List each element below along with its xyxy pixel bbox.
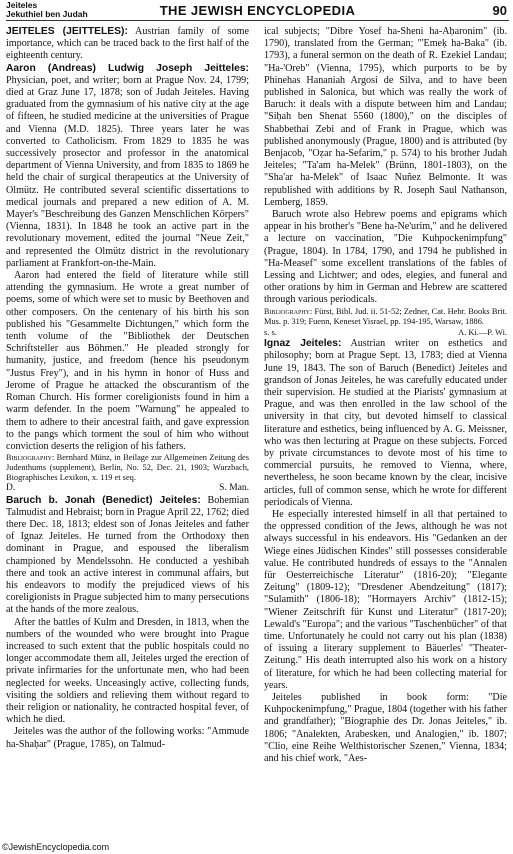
bibliography-text: Bernhard Münz, in Beilage zur Allgemeinen Zeitung des Judenthums (supplement), Berlin, No. 52, Dec. 21, 1903; Wurzbach, Biographisches Lexikon, x. 119 et seq.	[6, 453, 249, 483]
left-column	[6, 26, 249, 838]
page-header	[6, 2, 509, 21]
signature-row	[6, 483, 249, 495]
signature-code: D.	[6, 483, 16, 494]
entry-heading: Aaron (Andreas) Ludwig Joseph Jeitteles:	[6, 62, 249, 74]
entry-ignaz-jeiteles	[264, 338, 507, 509]
entry-heading: JEITELES (JEITTELES):	[6, 26, 128, 37]
entry-text: Austrian family of some importance, which can be traced back to the first half of the eighteenth century.	[6, 26, 249, 62]
paragraph: After the battles of Kulm and Dresden, in 1813, when the numbers of the wounded who were brought into Prague increased to such extent that the public hospitals could no longer accommodate them all, Jeiteles urged the erection of private infirmaries for the unfortunate men, who had been neglected for weeks. Unceasingly active, collecting funds, visiting the soldiers and relieving them without regard to their religion or nationality, he contracted hospital fever, of which he died.	[6, 616, 249, 726]
signature-author: S. Man.	[219, 483, 249, 494]
bibliography-label: Bibliography:	[264, 306, 313, 316]
signature-author: A. Ki.—P. Wi.	[458, 327, 507, 337]
signature-code: s. s.	[264, 327, 277, 337]
bibliography	[264, 307, 507, 327]
bibliography	[6, 453, 249, 483]
bibliography-text: Fürst, Bibl. Jud. ii. 51-52; Zedner, Cat. Hebr. Books Brit. Mus. p. 319; Fuenn, Keneset Yisrael, pp. 194-195, Warsaw, 1886.	[264, 306, 507, 326]
paragraph: ical subjects; "Dibre Yosef ha-Sheni ha-Aḥaronim" (ib. 1790), translated from the German; "'Emeḳ ha-Baka" (ib. 1793), a funeral sermon on the death of R. Ezekiel Landau; "Ha-'Oreb" (Vienna, 1795), which purports to be by Phinehas Hananiah Argosi de Silva, and to have been published in Salonica, but which was really the work of Baruch: it deals with a dispute between him and Landau; "Siḥah ben Shenat 5560 (1800)," on the disciples of Shabbethai Zebi and of Frank in Prague, which was published anonymously (Prague, 1800) and is attributed (by Benjacob, "Oẓar ha-Sefarim," p. 574) to his brother Judah Jeiteles; "Ta'am ha-Melek" (Brünn, 1801-1803), on the "Sha'ar ha-Melek" of Isaac Nuñez Belmonte. It was republished with additions by R. Joseph Saul Nathanson, Lemberg, 1859.	[264, 26, 507, 208]
paragraph: Jeiteles published in book form: "Die Kuhpockenimpfung," Prague, 1804 (together with his father and grandfather); "Biographie des Dr. Jonas Jeiteles," ib. 1806; "Analekten, Arabesken, und Analogien," ib. 1807; "Clio, eine Reihe Welthistorischer Szenen," Vienna, 1834; and his chief work, "Aes-	[264, 692, 507, 765]
running-head-first-entry: Jeiteles	[6, 0, 38, 10]
right-column	[264, 26, 507, 838]
paragraph: Jeiteles was the author of the following works: "Ammude ha-Shaḥar" (Prague, 1785), on Talmud-	[6, 726, 249, 750]
entry-text: Bohemian Talmudist and Hebraist; born in Prague April 22, 1762; died there Dec. 18, 1813; eldest son of Jonas Jeiteles and father of Ignaz Jeiteles. He turned from the Orthodoxy then dominant in Prague, and espoused the liberalism championed by Mendelssohn. He conducted a yeshibah there and took an active interest in communal affairs, but his endeavors to modify the prejudiced views of his coreligionists in Prague subjected him to many persecutions at the hands of the more zealous.	[6, 494, 249, 616]
entry-jeiteles-family	[6, 26, 249, 63]
paragraph: He especially interested himself in all that pertained to the oppressed condition of the Jews, although he was not always successful in his endeavors. His "Gedanken an der Wiege eines Jüdischen Kindes" still possesses considerable value. He contributed hundreds of essays to the "Annalen für Oesterreichische Literatur" (1816-20); "Elegante Zeitung" (1809-12); "Dresdener Abendzeitung" (1817); "Sulamith" (1806-18); "Hormayers Archiv" (1812-15); "Wiener Zeitschrift für Kunst und Literatur" (1817-20); Lewald's "Europa"; and the various "Taschenbücher" of that time. Unfortunately he could not carry out his plan (1838) of issuing a literary supplement to Bäuerles' "Theater-Zeitung." His death interrupted also his work on a history of literature, for which he had been collecting material for years.	[264, 509, 507, 691]
running-head-last-entry: Jekuthiel ben Judah	[6, 9, 88, 19]
bibliography-label: Bibliography:	[6, 453, 55, 463]
entry-heading: Ignaz Jeiteles:	[264, 338, 342, 350]
signature-row	[264, 327, 507, 339]
page-number: 90	[492, 3, 507, 18]
entry-baruch-jeiteles	[6, 495, 249, 617]
paragraph: Aaron had entered the field of literature while still attending the gymnasium. He wrote a great number of poems, some of which were set to music by Beethoven and other composers. On the centenary of his birth his son published his "Gesammelte Dichtungen," which form the tenth volume of the "Bibliothek der Deutschen Schriftsteller aus Böhmen." He pleaded strongly for humanity, justice, and freedom (hence his pseudonym "Justus Frey"), and in his hymn in honor of Huss and Jerome of Prague he attacked the obscurantism of the Roman Church. His former coreligionists found in him a warm defender. In the poem "Warnung" he appealed to them to adhere to their ancestral faith, and gave expression to the pangs which torment the soul of him who without conviction deserts the religion of his fathers.	[6, 270, 249, 452]
entry-text: Physician, poet, and writer; born at Prague Nov. 24, 1799; died at Graz June 17, 1878; son of Judah Jeiteles. Having graduated from the gymnasium of his native city at the age of fifteen, he studied medicine at the universities of Prague and Vienna (M.D. 1825). Three years later he was converted to Catholicism. From 1829 to 1835 he was successively prosector and professor in the anatomical department of Vienna University, and from 1835 to 1869 he held the chair of surgical therapeutics at the University of Olmütz. He contributed several scientific dissertations to medical journals and prepared a new edition of A. M. Mayer's "Beschreibung des Ganzen Menschlichen Körpers" (Vienna, 1831). In 1848 he took an active part in the revolutionary movement, edited the journal "Neue Zeit," and represented the Olmütz district in the revolutionary parliament at Frankfort-on-the-Main.	[6, 74, 249, 269]
entry-text: Austrian writer on esthetics and philosophy; born at Prague Sept. 13, 1783; died at Vienna June 19, 1843. The son of Baruch (Benedict) Jeiteles and grandson of Jonas Jeiteles, he was carefully educated under their supervision. He studied at the Piarists' gymnasium at Prague, and was then enrolled in the law school of the university in that city, but devoted himself to classical literature and esthetics, being influenced by A. G. Meissner, who was then lecturing at Prague on these subjects. Forced by private circumstances to devote most of his time to commercial pursuits, he removed to Vienna, where, nevertheless, he soon became known by the clear, incisive articles, full of common sense, which he wrote for different periodicals of Vienna.	[264, 338, 507, 508]
entry-aaron-jeitteles	[6, 63, 249, 270]
entry-heading: Baruch b. Jonah (Benedict) Jeiteles:	[6, 494, 201, 506]
paragraph: Baruch wrote also Hebrew poems and epigrams which appear in his brother's "Bene ha-Ne'urim," and he delivered a lecture on vaccination, "Die Kuhpockenimpfung" (Prague, 1804). In 1784, 1790, and 1794 he published in "Ha-Measef" some excellent translations of the fables of Lessing and Lichtwer; and odes, elegies, and funeral and other orations by him in German and Hebrew are scattered through various periodicals.	[264, 209, 507, 306]
publication-title: THE JEWISH ENCYCLOPEDIA	[159, 3, 356, 18]
copyright-credit: ©JewishEncyclopedia.com	[2, 842, 110, 852]
